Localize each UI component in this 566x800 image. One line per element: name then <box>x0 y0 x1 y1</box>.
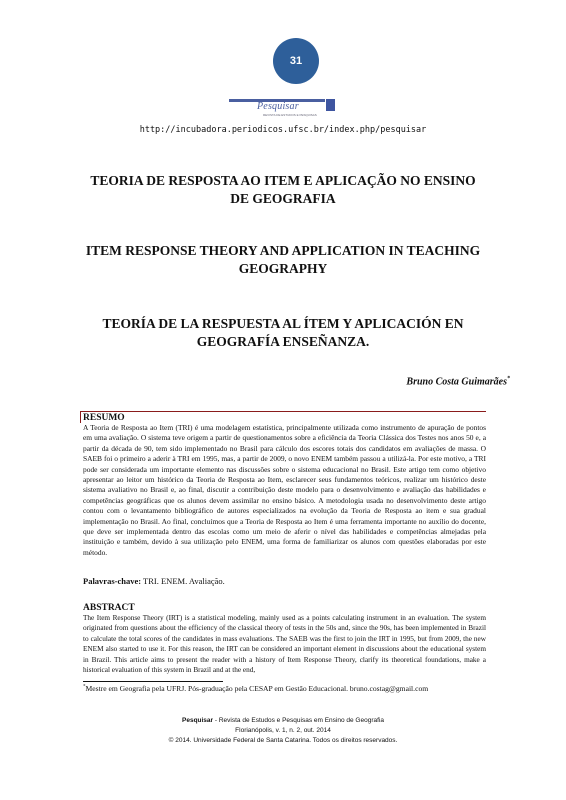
title-portuguese: TEORIA DE RESPOSTA AO ITEM E APLICAÇÃO NO ENSINO DE GEOGRAFIA <box>90 173 476 206</box>
abstract-box-top-rule <box>80 411 486 412</box>
resumo-body: A Teoria de Resposta ao Item (TRI) é uma modelagem estatística, principalmente utilizada como instrumento de apuração de pontos em uma avaliação. O sistema teve origem a partir de questionamentos sobre a eficiência da Teoria Clássica dos Testes nos anos 50 e, a partir da década de 90, tem sido implementado no Brasil para cálculo dos escores totais dos candidatos em avaliações de massa. O SAEB foi o primeiro a aderir à TRI em 1995, mas, a partir de 2009, o novo ENEM também passou a utilizá-la. Por este motivo, a TRI pode ser considerada um importante elemento nas discussões sobre o sistema educacional no Brasil. Este artigo tem como objetivo apresentar ao leitor um histórico da Teoria de Resposta ao Item, esclarecer seus fundamentos teóricos, realizar um histórico deste sistema avaliativo no Brasil e, ao final, discutir a contribuição deste modelo para o desenvolvimento e avaliação das habilidades e competências geográficas que os alunos devem assimilar no ensino básico. A metodologia usada no desenvolvimento deste artigo contou com o levantamento bibliográfico de autores especializados na evolução da Teoria de Resposta ao item e sua gradual implementação no Brasil. Ao final, concluímos que a Teoria de Resposta ao Item é uma ferramenta importante no auxílio do docente, que deve ser implementada dentro das escolas como um meio de aferir o nível das habilidades e competências almejadas pela instituição e também, devido à sua utilização pelo ENEM, uma forma de familiarizar os alunos com questões elaboradas por este método. <box>83 423 486 557</box>
author-name: Bruno Costa Guimarães <box>406 376 507 388</box>
page-number: 31 <box>289 55 303 67</box>
resumo-heading: RESUMO <box>83 413 125 423</box>
logo-subtitle: REVISTA DE ESTUDOS E PESQUISAS <box>263 113 317 117</box>
title-spanish: TEORÍA DE LA RESPUESTA AL ÍTEM Y APLICACIÓN EN GEOGRAFÍA ENSEÑANZA. <box>102 316 464 349</box>
title-english: ITEM RESPONSE THEORY AND APPLICATION IN TEACHING GEOGRAPHY <box>85 243 481 276</box>
journal-url[interactable]: http://incubadora.periodicos.ufsc.br/index.php/pesquisar <box>139 125 427 135</box>
journal-name: Pesquisar <box>182 717 214 724</box>
journal-footer-line3: © 2014. Universidade Federal de Santa Catarina. Todos os direitos reservados. <box>168 737 398 744</box>
author-footnote-mark: * <box>507 376 510 382</box>
author <box>406 376 510 387</box>
footnote-text: Mestre em Geografia pela UFRJ. Pós-graduação pela CESAP em Gestão Educacional. bruno.costag@gmail.com <box>85 684 429 693</box>
footnote-mark: * <box>83 684 86 690</box>
journal-subtitle: - Revista de Estudos e Pesquisas em Ensino de Geografia <box>213 717 384 724</box>
logo-emblem <box>326 99 335 111</box>
keywords <box>83 576 225 586</box>
page-number-badge <box>273 38 319 84</box>
footnote-rule <box>83 681 223 682</box>
journal-footer-line2: Florianópolis, v. 1, n. 2, out. 2014 <box>235 727 331 734</box>
keywords-value: TRI. ENEM. Avaliação. <box>141 576 225 586</box>
keywords-label: Palavras-chave: <box>83 576 142 586</box>
journal-footer-line1 <box>0 716 566 726</box>
abstract-body: The Item Response Theory (IRT) is a statistical modeling, mainly used as a points calculating instrument in an evaluation. The system originated from questions about the efficiency of the classical theory of tests in the 50s and, since the 90s, has been implemented in Brazil to calculate the total scores of the candidates in mass evaluations. The SAEB was the first to join the IRT in 1995, but from 2009, the new ENEM also started to use it. For this reason, the IRT can be considered an important element in discussions about the educational system in Brazil. This article aims to present the reader with a history of Item Response Theory, clarify its theoretical foundations, make a historical evaluation of this system in Brazil and at the end, <box>83 614 486 675</box>
footnote <box>83 684 428 693</box>
journal-logo <box>229 99 335 121</box>
journal-footer <box>0 716 566 746</box>
abstract-heading: ABSTRACT <box>83 603 135 613</box>
abstract-box-left-rule <box>80 411 81 423</box>
logo-word: Pesquisar <box>257 101 299 112</box>
